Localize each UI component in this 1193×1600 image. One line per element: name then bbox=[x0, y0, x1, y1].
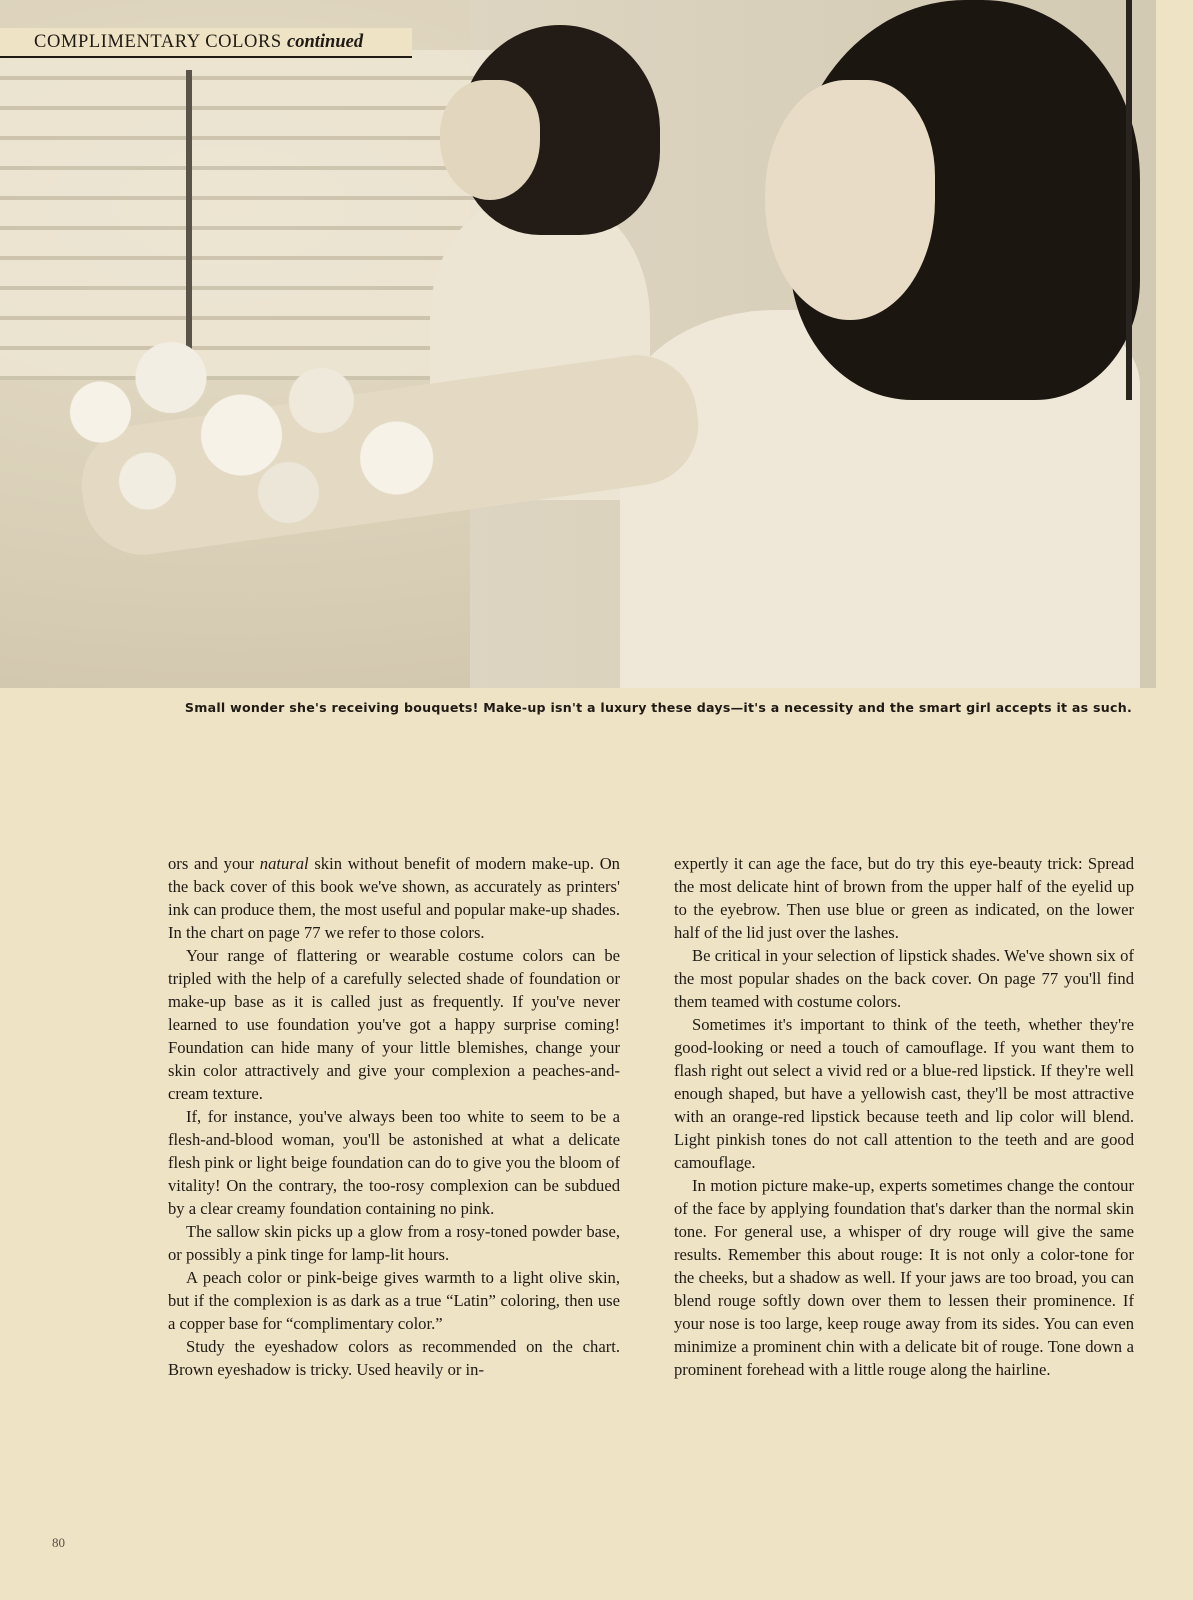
paragraph: The sallow skin picks up a glow from a rosy-toned powder base, or possibly a pink tinge for lamp-lit hours. bbox=[168, 1222, 620, 1264]
page-number: 80 bbox=[52, 1535, 65, 1550]
section-title: COMPLIMENTARY COLORS bbox=[34, 32, 282, 52]
section-header bbox=[0, 28, 412, 58]
flower-bouquet bbox=[30, 320, 500, 550]
continued-label: continued bbox=[287, 32, 364, 52]
bouquet-photo bbox=[0, 0, 1156, 688]
paragraph: A peach color or pink-beige gives warmth to a light olive skin, but if the complexion is as dark as a true “Latin” coloring, then use a copper base for “complimentary color.” bbox=[168, 1268, 620, 1333]
paragraph: If, for instance, you've always been too white to seem to be a flesh-and-blood woman, you'll be astonished at what a delicate flesh pink or light beige foundation can do to give you the bloom of vitality! On the contrary, the too-rosy complexion can be subdued by a clear creamy foundation containing no pink. bbox=[168, 1107, 620, 1218]
paragraph: Sometimes it's important to think of the teeth, whether they're good-looking or need a touch of camouflage. If you want them to flash right out select a vivid red or a blue-red lipstick. If they're well enough shaped, but have a yellowish cast, they'll be most attractive with an orange-red lipstick because teeth and lip color will blend. Light pinkish tones do not call attention to the teeth and are good camouflage. bbox=[674, 1015, 1134, 1172]
paragraph: ors and your natural skin without benefit of modern make-up. On the back cover of this book we've shown, as accurately as printers' ink can produce them, the most useful and popular make-up shades. In the chart on page 77 we refer to those colors. bbox=[168, 854, 620, 942]
paragraph: In motion picture make-up, experts sometimes change the contour of the face by applying foundation that's darker than the normal skin tone. For general use, a whisper of dry rouge will give the same results. Remember this about rouge: It is not only a color-tone for the cheeks, but a shadow as well. If your jaws are too broad, you can blend rouge softly down over them to lessen their prominence. If your nose is too large, keep rouge away from its sides. You can even minimize a prominent chin with a delicate bit of rouge. Tone down a prominent forehead with a little rouge along the hairline. bbox=[674, 1176, 1134, 1379]
photo-caption: Small wonder she's receiving bouquets! Make-up isn't a luxury these days—it's a necessity and the smart girl accepts it as such. bbox=[184, 700, 1132, 715]
left-column bbox=[168, 852, 620, 1381]
paragraph: Study the eyeshadow colors as recommended on the chart. Brown eyeshadow is tricky. Used heavily or in- bbox=[168, 1337, 620, 1379]
paragraph: expertly it can age the face, but do try this eye-beauty trick: Spread the most delicate hint of brown from the upper half of the eyelid up to the eyebrow. Then use blue or green as indicated, on the lower half of the lid just over the lashes. bbox=[674, 854, 1134, 942]
paragraph: Your range of flattering or wearable costume colors can be tripled with the help of a carefully selected shade of foundation or make-up base as it is called just as frequently. If you've never learned to use foundation you've got a happy surprise coming! Foundation can hide many of your little blemishes, change your skin color attractively and give your complexion a peaches-and-cream texture. bbox=[168, 946, 620, 1103]
right-column bbox=[674, 852, 1134, 1381]
header-rule bbox=[0, 56, 412, 58]
paragraph: Be critical in your selection of lipstick shades. We've shown six of the most popular shades on the back cover. On page 77 you'll find them teamed with costume colors. bbox=[674, 946, 1134, 1011]
